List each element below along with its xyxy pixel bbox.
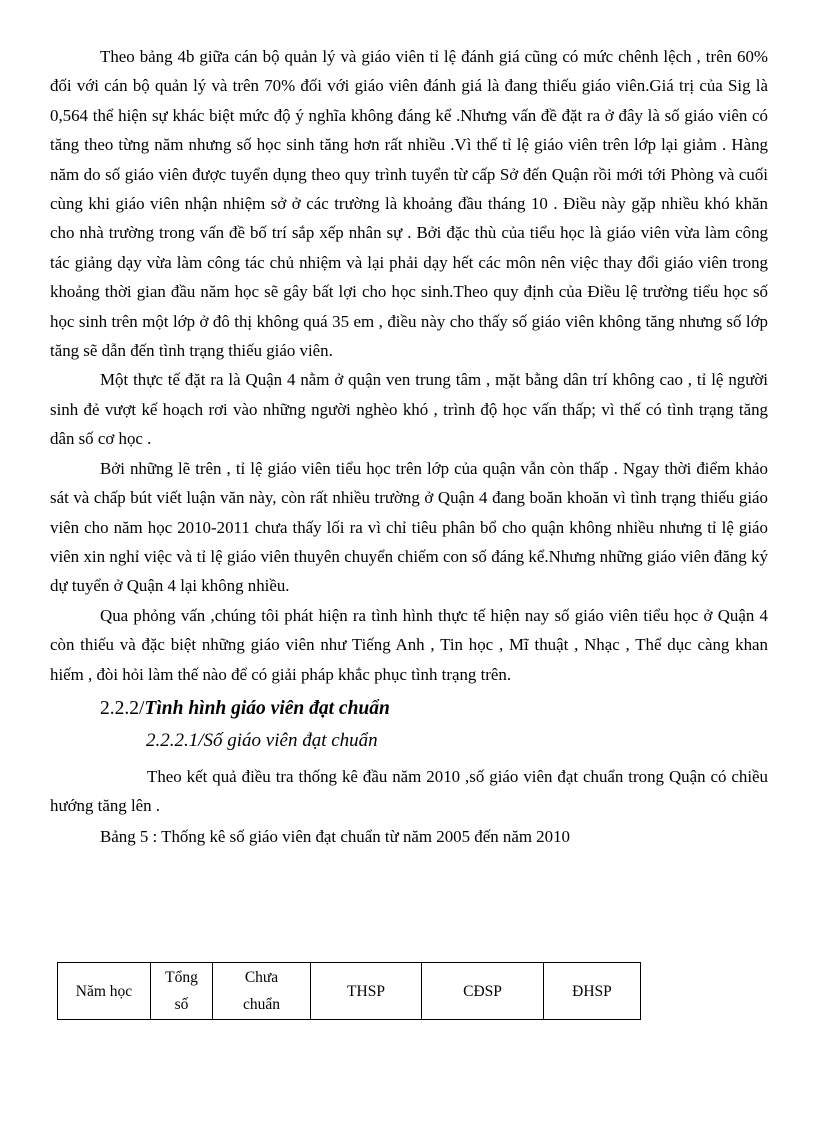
header-year: Năm học [58, 963, 151, 1020]
header-thsp: THSP [311, 963, 422, 1020]
section-heading [50, 694, 768, 724]
paragraph-4: Qua phỏng vấn ,chúng tôi phát hiện ra tình hình thực tế hiện nay số giáo viên tiểu học ở Quận 4 còn thiếu và đặc biệt những giáo viên như Tiếng Anh , Tin học , Mĩ thuật , Nhạc , Thể dục càng khan hiếm , đòi hỏi làm thế nào để có giải pháp khắc phục tình trạng trên. [50, 605, 768, 684]
document-page [50, 42, 768, 851]
section-number: 2.2.2/ [100, 697, 145, 719]
paragraph-1: Theo bảng 4b giữa cán bộ quản lý và giáo viên tỉ lệ đánh giá cũng có mức chênh lệch , trên 60% đối với cán bộ quản lý và trên 70% đối với giáo viên đánh giá là đang thiếu giáo viên.Giá trị của Sig là 0,564 thể hiện sự khác biệt mức độ ý nghĩa không đáng kể .Nhưng vấn đề đặt ra ở đây là số giáo viên có tăng theo từng năm nhưng số học sinh tăng hơn rất nhiều .Vì thế tỉ lệ giáo viên trên lớp lại giảm . Hàng năm do số giáo viên được tuyển dụng theo quy trình tuyển từ cấp Sở đến Quận rồi mới tới Phòng và cuối cùng khi giáo viên nhận nhiệm sở ở các trường là khoảng đầu tháng 10 . Điều này gặp nhiều khó khăn cho nhà trường trong vấn đề bố trí sắp xếp nhân sự . Bởi đặc thù của tiểu học là giáo viên vừa làm công tác giảng dạy vừa làm công tác chủ nhiệm và lại phải dạy hết các môn nên việc thay đổi giáo viên trong khoảng thời gian đầu năm học sẽ gây bất lợi cho học sinh.Theo quy định của Điều lệ trường tiểu học số học sinh trên một lớp ở đô thị không quá 35 em , điều này cho thấy số giáo viên không tăng nhưng số lớp tăng sẽ dẫn đến tình trạng thiếu giáo viên. [50, 47, 768, 361]
header-dhsp: ĐHSP [544, 963, 641, 1020]
header-total: Tổng số [151, 963, 213, 1020]
intro-paragraph: Theo kết quả điều tra thống kê đầu năm 2010 ,số giáo viên đạt chuẩn trong Quận có chiều hướng tăng lên . [50, 766, 768, 816]
paragraph-2: Một thực tế đặt ra là Quận 4 nằm ở quận ven trung tâm , mặt bằng dân trí không cao , tỉ lệ người sinh đẻ vượt kế hoạch rơi vào những người nghèo khó , trình độ học vấn thấp; vì thế có tình trạng tăng dân số cơ học . [50, 370, 768, 449]
header-unqualified: Chưa chuẩn [213, 963, 311, 1020]
subsection-heading: 2.2.2.1/Số giáo viên đạt chuẩn [146, 729, 378, 751]
section-title: Tình hình giáo viên đạt chuẩn [144, 697, 390, 719]
statistics-table [57, 962, 641, 1020]
table-caption: Bảng 5 : Thống kê số giáo viên đạt chuẩn từ năm 2005 đến năm 2010 [100, 826, 570, 846]
header-cdsp: CĐSP [422, 963, 544, 1020]
paragraph-3: Bởi những lẽ trên , tỉ lệ giáo viên tiểu học trên lớp của quận vẫn còn thấp . Ngay thời điểm khảo sát và chấp bút viết luận văn này, còn rất nhiều trường ở Quận 4 đang boăn khoăn vì tình trạng thiếu giáo viên cho năm học 2010-2011 chưa thấy lối ra vì chỉ tiêu phân bổ cho quận không nhiều nhưng tỉ lệ giáo viên xin nghỉ việc và tỉ lệ giáo viên thuyên chuyển chiếm con số đáng kể.Nhưng những giáo viên đăng ký dự tuyển ở Quận 4 lại không nhiều. [50, 458, 768, 596]
table-header-row [58, 963, 641, 1020]
